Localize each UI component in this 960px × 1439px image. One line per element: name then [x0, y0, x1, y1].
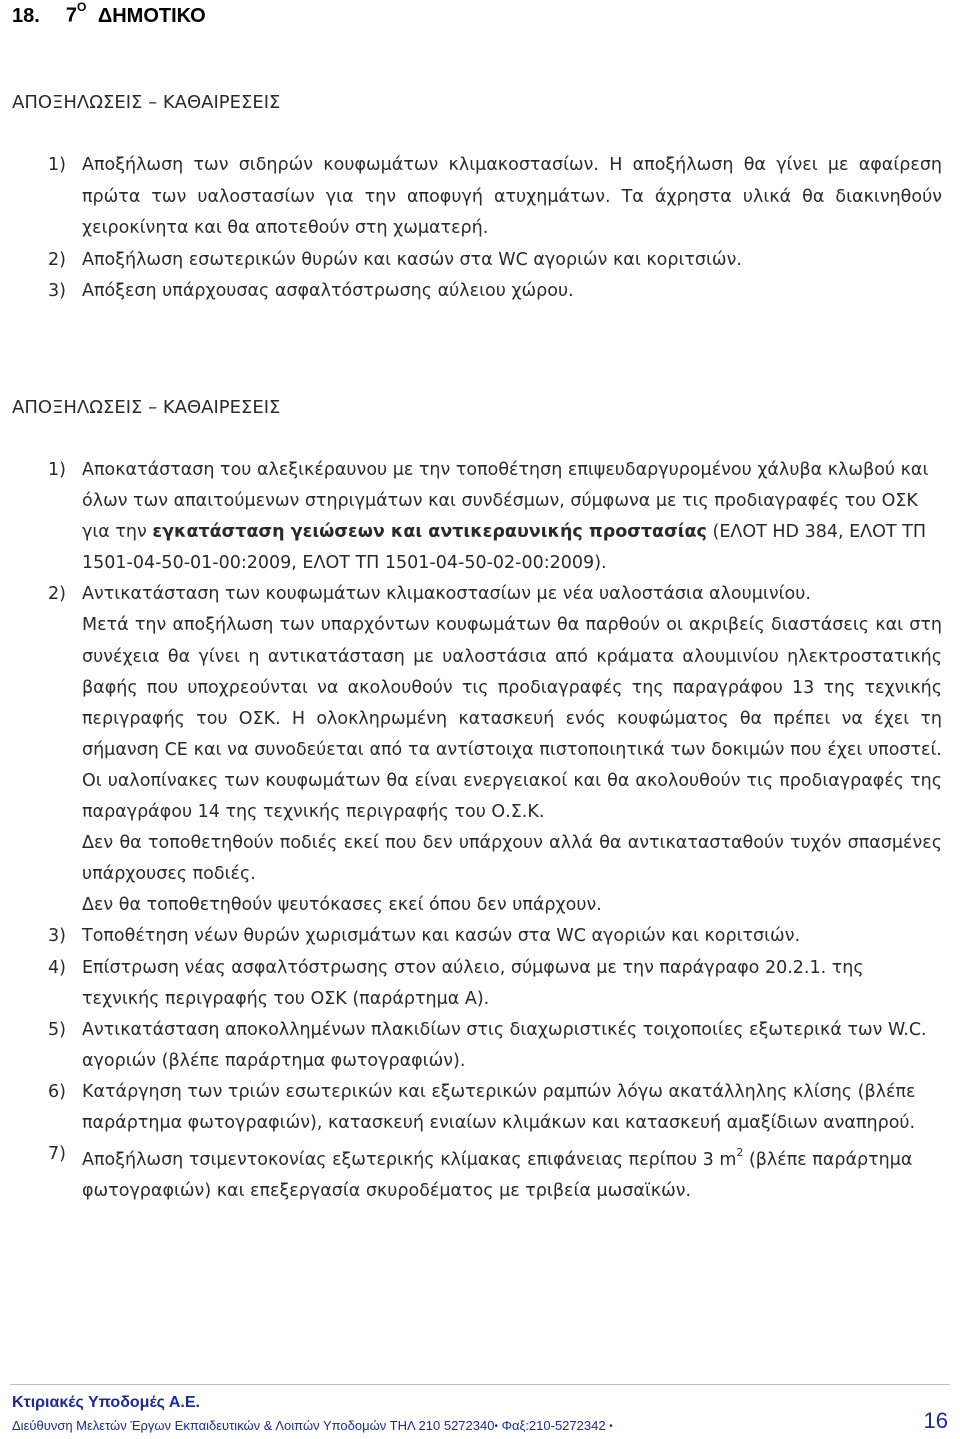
item-text-part: (βλέπε παράρτημα φωτογραφιών) και επεξεργασία σκυροδέματος με τριβεία μωσαϊκών. [82, 1149, 913, 1201]
heading-ordinal-sup: Ο [76, 0, 87, 14]
section2-list [12, 455, 942, 1207]
item-number: 1) [48, 460, 66, 480]
footer-fax: Φαξ:210-5272342 [501, 1418, 606, 1433]
list-item [12, 245, 942, 277]
bullet-icon: • [494, 1421, 498, 1432]
heading-ordinal: 7 [65, 4, 77, 27]
item-number: 7) [48, 1144, 66, 1165]
section2-title: ΑΠΟΞΗΛΩΣΕΙΣ – ΚΑΘΑΙΡΕΣΕΙΣ [12, 397, 281, 418]
item-number: 2) [48, 249, 66, 270]
list-item [12, 579, 942, 921]
item-text: Κατάργηση των τριών εσωτερικών και εξωτερικών ραμπών λόγω ακατάλληλης κλίσης (βλέπε παράρτημα φωτογραφιών), κατασκευή ενιαίων κλιμάκων και κατασκευή αμαξίδιων αναπηρού. [82, 1081, 916, 1133]
item-text: Απόξεση υπάρχουσας ασφαλτόστρωσης αύλειου χώρου. [82, 281, 574, 301]
heading-number: 18. [12, 4, 40, 27]
page-number: 16 [923, 1408, 948, 1433]
item-text: Τοποθέτηση νέων θυρών χωρισμάτων και κασών στα WC αγοριών και κοριτσιών. [82, 926, 801, 947]
item-text-part: Αποκατάσταση του αλεξικέραυνου με την τοποθέτηση επιψευδαργυρομένου χάλυβα κλωβού και όλων των απαιτούμενων στηριγμάτων και συνδέσμων, σύμφωνα με τις προδιαγραφές του ΟΣΚ για την [82, 460, 929, 543]
item-text: Αντικατάσταση αποκολλημένων πλακιδίων στις διαχωριστικές τοιχοποιίες εξωτερικά των W.C. αγοριών (βλέπε παράρτημα φωτογραφιών). [82, 1019, 927, 1071]
section1-title: ΑΠΟΞΗΛΩΣΕΙΣ – ΚΑΘΑΙΡΕΣΕΙΣ [12, 92, 281, 113]
item-text: Αποξήλωση των σιδηρών κουφωμάτων κλιμακοστασίων. Η αποξήλωση θα γίνει με αφαίρεση πρώτα των υαλοστασίων για την αποφυγή ατυχημάτων. Τα άχρηστα υλικά θα διακινηθούν χειροκίνητα και θα αποτεθούν στη χωματερή. [82, 155, 942, 238]
item-text: Αποξήλωση εσωτερικών θυρών και κασών στα WC αγοριών και κοριτσιών. [82, 249, 742, 270]
list-item [12, 1015, 942, 1077]
heading-title: ΔΗΜΟΤΙΚΟ [97, 4, 206, 27]
list-item [12, 276, 942, 308]
item-paragraph: Μετά την αποξήλωση των υπαρχόντων κουφωμάτων θα παρθούν οι ακριβείς διαστάσεις και στη συνέχεια θα γίνει η αντικατάσταση με υαλοστάσια από κράματα αλουμινίου ηλεκτροστατικής βαφής που υποχρεούνται να ακολουθούν τις προδιαγραφές της παραγράφου 13 της τεχνικής περιγραφής του ΟΣΚ. Η ολοκληρωμένη κατασκευή ενός κουφώματος θα πρέπει να έχει τη σήμανση CE και να συνοδεύεται από τα αντίστοιχα πιστοποιητικά των δοκιμών που έχει υποστεί. Οι υαλοπίνακες των κουφωμάτων θα είναι ενεργειακοί και θα ακολουθούν τις προδιαγραφές της παραγράφου 14 της τεχνικής περιγραφής του Ο.Σ.Κ. [82, 615, 942, 823]
footer-contact [12, 1418, 613, 1433]
item-text: Επίστρωση νέας ασφαλτόστρωσης στον αύλειο, σύμφωνα με την παράγραφο 20.2.1. της τεχνικής περιγραφής του ΟΣΚ (παράρτημα Α). [82, 957, 864, 1009]
item-number: 2) [48, 584, 66, 605]
list-item [12, 455, 942, 579]
item-number: 6) [48, 1081, 66, 1102]
list-item [12, 1077, 942, 1139]
item-number: 4) [48, 957, 66, 978]
bullet-icon: • [609, 1421, 613, 1432]
list-item [12, 150, 942, 245]
footer-company: Κτιριακές Υποδομές Α.Ε. [12, 1394, 200, 1411]
section-heading [12, 0, 206, 28]
item-text [82, 455, 942, 579]
footer-contact-main: Διεύθυνση Μελετών Έργων Εκπαιδευτικών & Λοιπών Υποδομών ΤΗΛ 210 5272340 [12, 1418, 495, 1433]
item-text-bold: εγκατάσταση γειώσεων και αντικεραυνικής προστασίας [152, 522, 707, 543]
item-number: 1) [48, 155, 66, 175]
item-number: 3) [48, 281, 66, 301]
item-text [82, 1139, 942, 1207]
section1-list [12, 150, 942, 308]
item-number: 5) [48, 1019, 66, 1040]
list-item [12, 953, 942, 1015]
item-text-part: Αποξήλωση τσιμεντοκονίας εξωτερικής κλίμακας επιφάνειας περίπου 3 m [82, 1149, 737, 1170]
item-paragraph: Δεν θα τοποθετηθούν ποδιές εκεί που δεν υπάρχουν αλλά θα αντικατασταθούν τυχόν σπασμένες υπάρχουσες ποδιές. [82, 833, 942, 885]
item-text-part: (ΕΛΟΤ HD 384, ΕΛΟΤ ΤΠ 1501-04-50-01-00:2009, ΕΛΟΤ ΤΠ 1501-04-50-02-00:2009). [82, 522, 927, 574]
footer-divider [10, 1384, 950, 1385]
superscript: 2 [736, 1146, 744, 1160]
item-number: 3) [48, 926, 66, 947]
item-text: Αντικατάσταση των κουφωμάτων κλιμακοστασίων με νέα υαλοστάσια αλουμινίου. [82, 584, 811, 605]
item-paragraph: Δεν θα τοποθετηθούν ψευτόκασες εκεί όπου δεν υπάρχουν. [82, 895, 602, 916]
list-item [12, 1139, 942, 1207]
list-item [12, 921, 942, 952]
